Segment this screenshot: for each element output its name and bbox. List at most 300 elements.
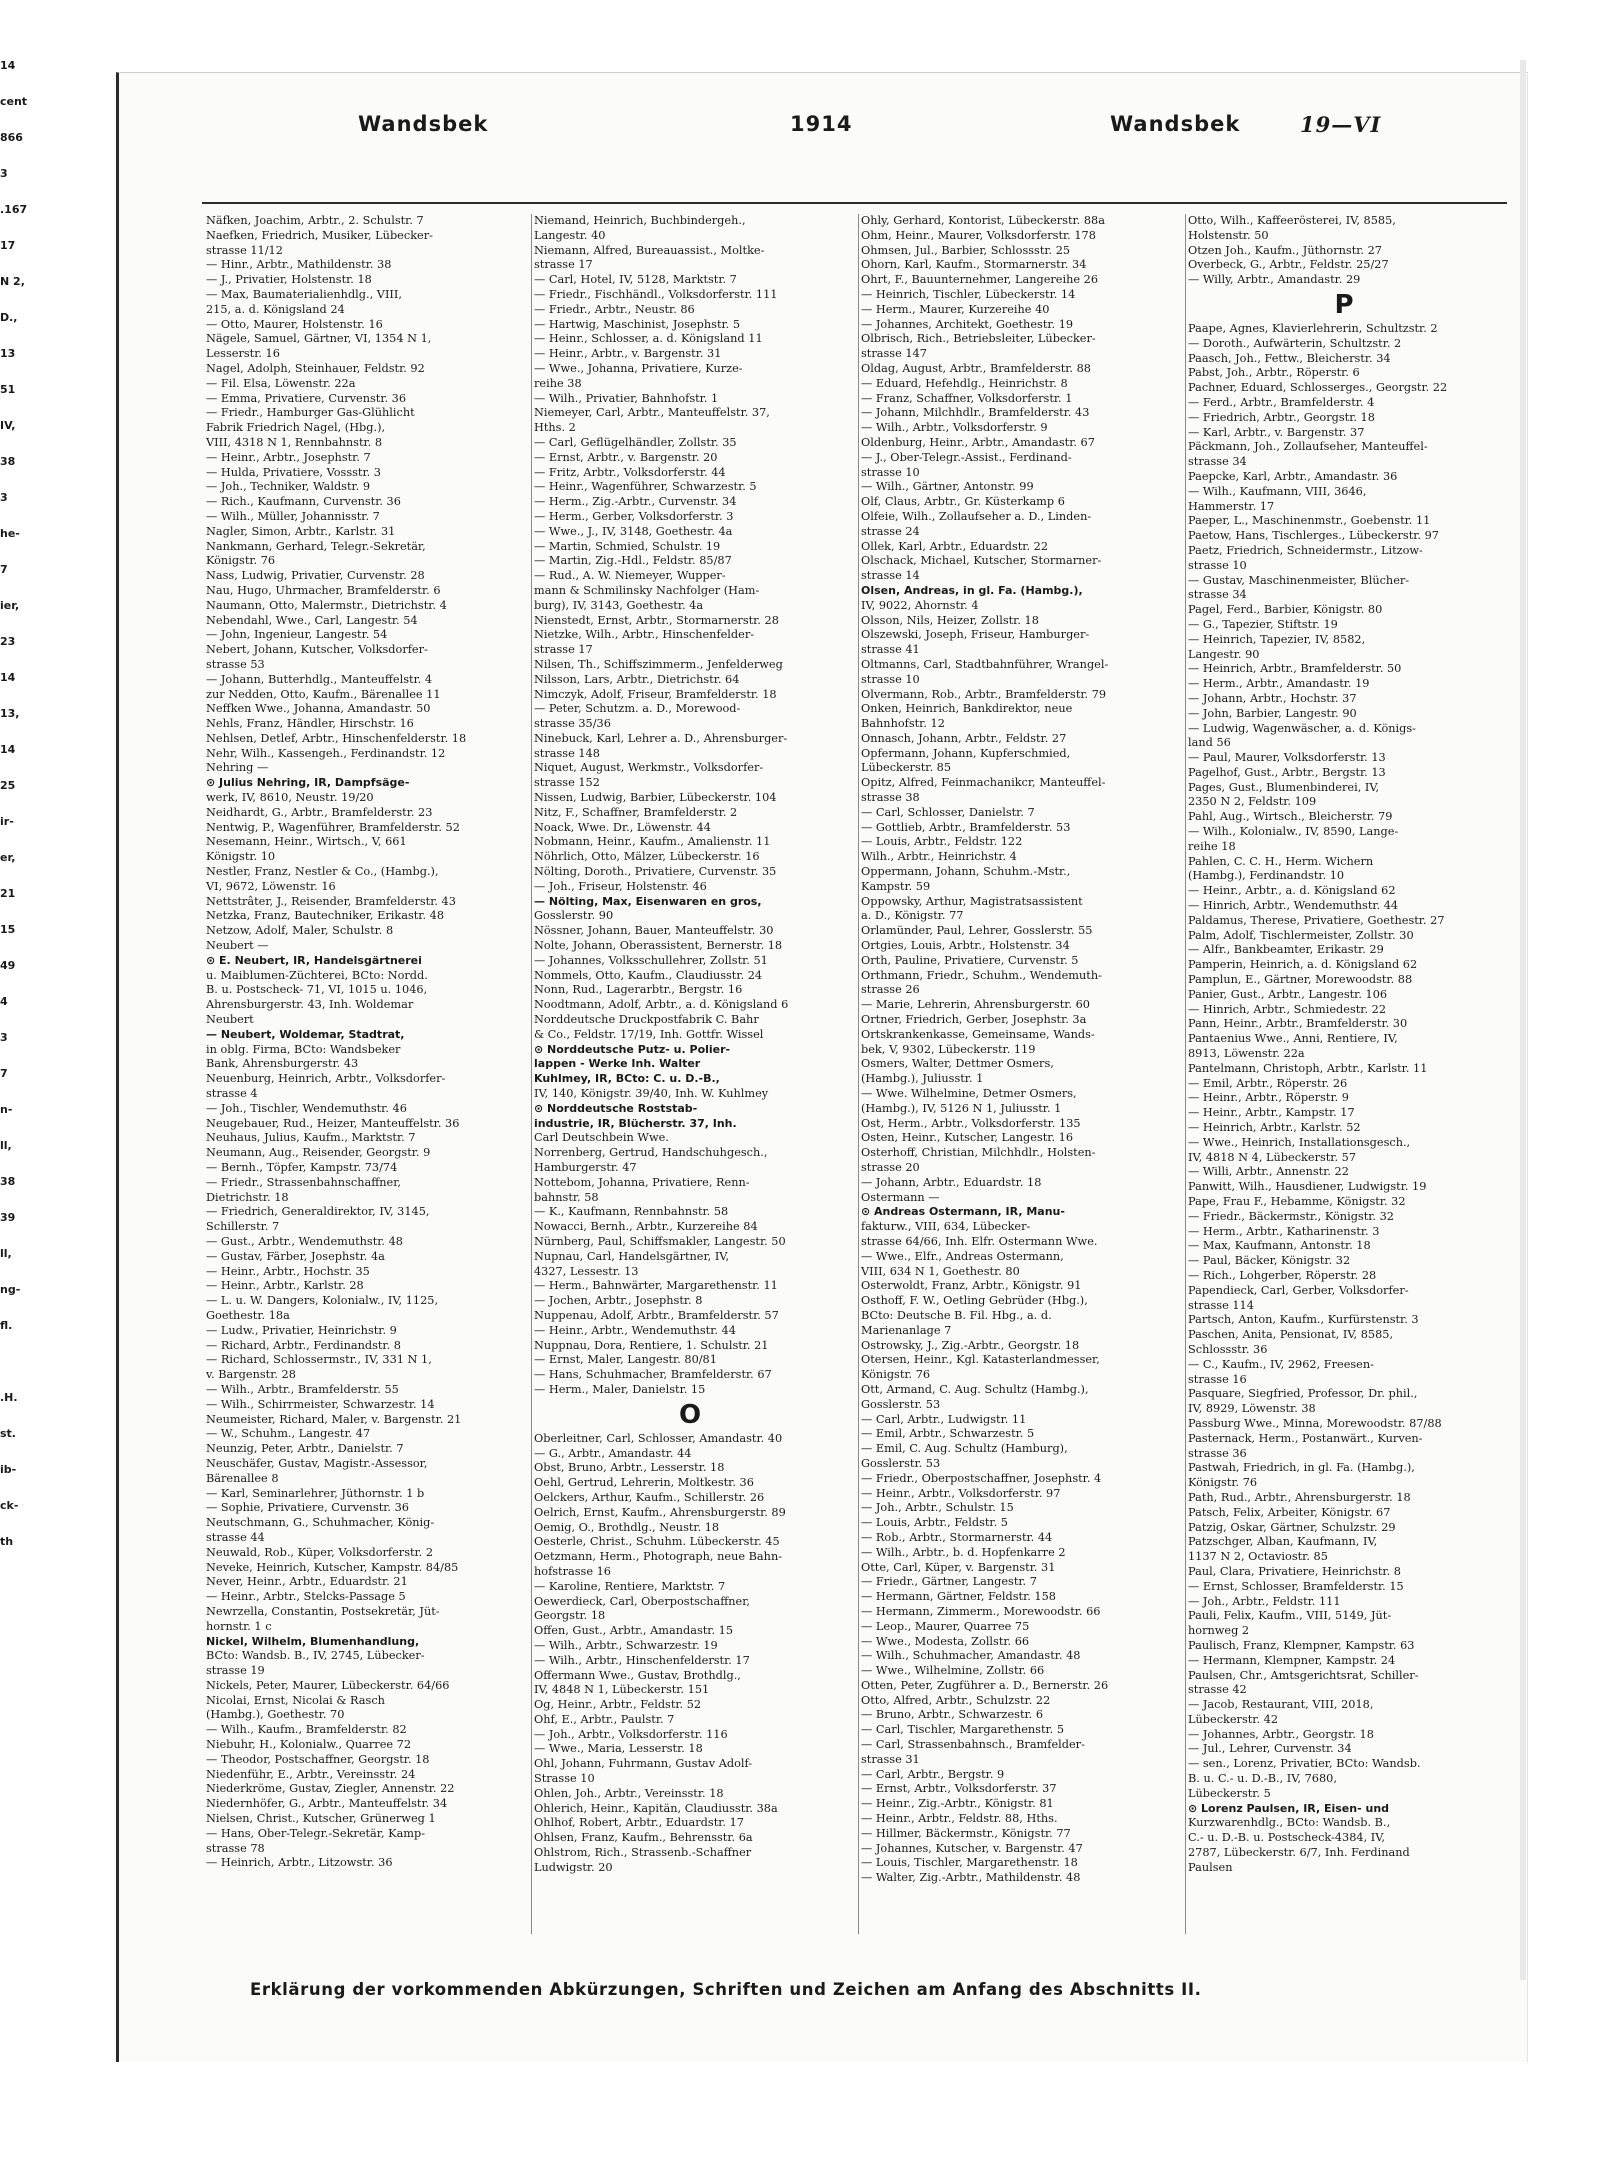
directory-entry: Niemeyer, Carl, Arbtr., Manteuffelstr. 37, [534,406,770,420]
directory-entry: — Wilh., Arbtr., Volksdorferstr. 9 [861,421,1048,435]
directory-entry: Ost, Herm., Arbtr., Volksdorferstr. 135 [861,1116,1081,1130]
strip-fragment: 14 [0,671,16,684]
directory-entry: — Hulda, Privatiere, Vossstr. 3 [206,465,381,479]
directory-entry: — Sophie, Privatiere, Curvenstr. 36 [206,1501,409,1515]
strip-fragment: n- [0,1103,13,1116]
directory-entry: — W., Schuhm., Langestr. 47 [206,1427,371,1441]
directory-entry: Pamperin, Heinrich, a. d. Königsland 62 [1188,958,1418,972]
directory-entry: Patsch, Felix, Arbeiter, Königstr. 67 [1188,1505,1391,1519]
directory-entry: — Otto, Maurer, Holstenstr. 16 [206,317,383,331]
directory-entry: Nupnau, Carl, Handelsgärtner, IV, [534,1249,730,1263]
directory-entry: Neidhardt, G., Arbtr., Bramfelderstr. 23 [206,805,433,819]
directory-entry: — Hinrich, Arbtr., Schmiedestr. 22 [1188,1002,1387,1016]
directory-entry: Nagler, Simon, Arbtr., Karlstr. 31 [206,524,396,538]
directory-entry: — Friedrich, Arbtr., Georgstr. 18 [1188,410,1375,424]
directory-entry: — Joh., Tischler, Wendemuthstr. 46 [206,1101,407,1115]
directory-entry: — Ernst, Arbtr., v. Bargenstr. 20 [534,450,718,464]
directory-entry: — sen., Lorenz, Privatier, BCto: Wandsb. [1188,1757,1421,1771]
directory-entry: — Herm., Arbtr., Amandastr. 19 [1188,677,1370,691]
directory-entry: strasse 10 [1188,558,1247,572]
directory-entry: — Friedr., Strassenbahnschaffner, [206,1175,401,1189]
directory-entry: — Wilh., Kaufmann, VIII, 3646, [1188,484,1367,498]
directory-entry: — Wilh., Kolonialw., IV, 8590, Lange- [1188,825,1399,839]
directory-entry: — G., Tapezier, Stiftstr. 19 [1188,617,1338,631]
directory-entry: — Louis, Arbtr., Feldstr. 122 [861,835,1023,849]
directory-entry: Nienstedt, Ernst, Arbtr., Stormarnerstr. 28 [534,613,779,627]
directory-entry: — Heinr., Arbtr., Feldstr. 88, Hths. [861,1812,1058,1826]
strip-fragment: .167 [0,203,28,216]
directory-entry: Nietzke, Wilh., Arbtr., Hinschenfelder- [534,628,755,642]
directory-entry: Ohmsen, Jul., Barbier, Schlossstr. 25 [861,243,1071,257]
strip-fragment: ll, [0,1247,12,1260]
directory-entry: — Eduard, Hefehdlg., Heinrichstr. 8 [861,376,1068,390]
directory-entry: Niquet, August, Werkmstr., Volksdorfer- [534,761,764,775]
directory-entry: — Wwe. Wilhelmine, Detmer Osmers, [861,1087,1077,1101]
directory-entry: Partsch, Anton, Kaufm., Kurfürstenstr. 3 [1188,1313,1419,1327]
directory-entry: (Hambg.), Ferdinandstr. 10 [1188,869,1345,883]
directory-entry: strasse 26 [861,983,920,997]
directory-entry: strasse 16 [1188,1372,1247,1386]
directory-entry: Fabrik Friedrich Nagel, (Hbg.), [206,421,386,435]
directory-entry: Nolte, Johann, Oberassistent, Bernerstr. 18 [534,939,783,953]
directory-entry: strasse 147 [861,347,927,361]
directory-entry: — Wwe., Heinrich, Installationsgesch., [1188,1135,1411,1149]
directory-entry: Nölting, Doroth., Privatiere, Curvenstr. 35 [534,865,777,879]
directory-entry: Gosslerstr. 53 [861,1456,941,1470]
strip-fragment: ng- [0,1283,21,1296]
directory-entry: Oetzmann, Herm., Photograph, neue Bahn- [534,1550,783,1564]
directory-entry: Nebert, Johann, Kutscher, Volksdorfer- [206,643,428,657]
directory-entry: Ohlerich, Heinr., Kapitän, Claudiusstr. 38a [534,1801,778,1815]
directory-entry: Osterhoff, Christian, Milchhdlr., Holsten- [861,1146,1096,1160]
directory-entry: Oldag, August, Arbtr., Bramfelderstr. 88 [861,361,1091,375]
directory-entry: 215, a. d. Königsland 24 [206,302,345,316]
strip-fragment: 17 [0,239,16,252]
directory-entry: Path, Rud., Arbtr., Ahrensburgerstr. 18 [1188,1490,1411,1504]
directory-entry: Pastwah, Friedrich, in gl. Fa. (Hambg.), [1188,1461,1415,1475]
directory-entry: Nowacci, Bernh., Arbtr., Kurzereihe 84 [534,1220,758,1234]
directory-entry: Nehr, Wilh., Kassengeh., Ferdinandstr. 12 [206,746,446,760]
directory-entry: — Gust., Arbtr., Wendemuthstr. 48 [206,1234,403,1248]
directory-entry: lappen - Werke Inh. Walter [534,1057,701,1071]
directory-entry: — G., Arbtr., Amandastr. 44 [534,1446,692,1460]
directory-entry: — Herm., Gerber, Volksdorferstr. 3 [534,509,734,523]
directory-entry: Olszewski, Joseph, Friseur, Hamburger- [861,628,1090,642]
directory-entry: Nissen, Ludwig, Barbier, Lübeckerstr. 104 [534,791,777,805]
directory-entry: ⊙ Julius Nehring, IR, Dampfsäge- [206,776,410,790]
directory-entry: — Ernst, Arbtr., Volksdorferstr. 37 [861,1782,1057,1796]
directory-entry: Nehring — [206,761,269,775]
directory-entry: Paepcke, Karl, Arbtr., Amandastr. 36 [1188,469,1398,483]
directory-entry: Nuppnau, Dora, Rentiere, 1. Schulstr. 21 [534,1338,769,1352]
directory-entry: strasse 19 [206,1664,265,1678]
directory-entry: — Heinrich, Arbtr., Karlstr. 52 [1188,1121,1361,1135]
directory-entry: — Leop., Maurer, Quarree 75 [861,1619,1030,1633]
directory-entry: Oehl, Gertrud, Lehrerin, Moltkestr. 36 [534,1476,754,1490]
directory-entry: — Wilh., Schirrmeister, Schwarzestr. 14 [206,1397,435,1411]
directory-entry: Nürnberg, Paul, Schiffsmakler, Langestr. 50 [534,1234,786,1248]
directory-entry: Lesserstr. 16 [206,347,280,361]
directory-entry: Neubert [206,1013,254,1027]
directory-entry: strasse 10 [861,465,920,479]
directory-entry: Paasch, Joh., Fettw., Bleicherstr. 34 [1188,351,1391,365]
directory-entry: Schillerstr. 7 [206,1220,280,1234]
directory-entry: Bahnhofstr. 12 [861,717,945,731]
directory-entry: Ohf, E., Arbtr., Paulstr. 7 [534,1712,675,1726]
directory-entry: ⊙ Lorenz Paulsen, IR, Eisen- und [1188,1801,1390,1815]
directory-entry: Nankmann, Gerhard, Telegr.-Sekretär, [206,539,426,553]
directory-entry: Pamplun, E., Gärtner, Morewoodstr. 88 [1188,973,1413,987]
directory-entry: Olbrisch, Rich., Betriebsleiter, Lübecker- [861,332,1096,346]
page-footer: Erklärung der vorkommenden Abkürzungen, Schriften und Zeichen am Anfang des Abschnitts II. [250,1980,1202,1999]
directory-entry: — Heinrich, Arbtr., Litzowstr. 36 [206,1856,393,1870]
directory-entry: — Paul, Bäcker, Königstr. 32 [1188,1254,1351,1268]
directory-entry: — Wilh., Arbtr., b. d. Hopfenkarre 2 [861,1545,1066,1559]
directory-entry: strasse 53 [206,657,265,671]
strip-fragment: 21 [0,887,16,900]
directory-entry: — Heinr., Arbtr., Volksdorferstr. 97 [861,1486,1061,1500]
directory-entry: — Jul., Lehrer, Curvenstr. 34 [1188,1742,1352,1756]
directory-entry: — Hermann, Zimmerm., Morewoodstr. 66 [861,1604,1101,1618]
directory-entry: — Richard, Schlossermstr., IV, 331 N 1, [206,1353,432,1367]
directory-entry: IV, 140, Königstr. 39/40, Inh. W. Kuhlmey [534,1087,769,1101]
directory-entry: bek, V, 9302, Lübeckerstr. 119 [861,1042,1036,1056]
directory-entry: Ohrt, F., Bauunternehmer, Langereihe 26 [861,273,1099,287]
strip-fragment: 39 [0,1211,16,1224]
directory-entry: strasse 152 [534,776,600,790]
strip-fragment: 3 [0,491,8,504]
directory-entry: — Paul, Maurer, Volksdorferstr. 13 [1188,751,1386,765]
directory-entry: — Martin, Schmied, Schulstr. 19 [534,539,721,553]
directory-entry: — Theodor, Postschaffner, Georgstr. 18 [206,1752,430,1766]
directory-entry: Lübeckerstr. 85 [861,761,952,775]
directory-entry: Otzen Joh., Kaufm., Jüthornstr. 27 [1188,243,1382,257]
directory-entry: Nössner, Johann, Bauer, Manteuffelstr. 30 [534,924,774,938]
directory-entry: Nonn, Rud., Lagerarbtr., Bergstr. 16 [534,983,743,997]
directory-entry: — Heinr., Arbtr., Wendemuthstr. 44 [534,1323,736,1337]
strip-fragment: th [0,1535,14,1548]
directory-entry: Newrzella, Constantin, Postsekretär, Jüt- [206,1604,440,1618]
directory-entry: Holstenstr. 50 [1188,228,1269,242]
directory-entry: — Johannes, Volksschullehrer, Zollstr. 51 [534,953,768,967]
directory-entry: a. D., Königstr. 77 [861,909,964,923]
directory-entry: Nöhrlich, Otto, Mälzer, Lübeckerstr. 16 [534,850,760,864]
directory-entry: — Richard, Arbtr., Ferdinandstr. 8 [206,1338,401,1352]
directory-entry: Nass, Ludwig, Privatier, Curvenstr. 28 [206,569,425,583]
directory-entry: — Gustav, Färber, Josephstr. 4a [206,1249,385,1263]
directory-entry: — Johann, Arbtr., Eduardstr. 18 [861,1175,1042,1189]
directory-entry: strasse 17 [534,643,593,657]
directory-entry: Oppermann, Johann, Schuhm.-Mstr., [861,865,1071,879]
directory-entry: mann & Schmilinsky Nachfolger (Ham- [534,583,760,597]
directory-entry: & Co., Feldstr. 17/19, Inh. Gottfr. Wissel [534,1027,764,1041]
directory-entry: Opfermann, Johann, Kupferschmied, [861,746,1071,760]
directory-entry: strasse 4 [206,1087,258,1101]
directory-entry: — Jochen, Arbtr., Josephstr. 8 [534,1294,703,1308]
strip-fragment: IV, [0,419,16,432]
directory-entry: — Rob., Arbtr., Stormarnerstr. 44 [861,1530,1053,1544]
directory-entry: Panier, Gust., Arbtr., Langestr. 106 [1188,987,1388,1001]
directory-entry: — Rich., Lohgerber, Röperstr. 28 [1188,1268,1377,1282]
directory-entry: — Friedr., Fischhändl., Volksdorferstr. 111 [534,287,778,301]
directory-entry: strasse 31 [861,1752,920,1766]
directory-entry: 4327, Lessestr. 13 [534,1264,639,1278]
directory-entry: — Ferd., Arbtr., Bramfelderstr. 4 [1188,395,1375,409]
directory-entry: Neuenburg, Heinrich, Arbtr., Volksdorfer- [206,1072,446,1086]
directory-entry: — Wilh., Arbtr., Schwarzestr. 19 [534,1638,718,1652]
directory-entry: reihe 38 [534,376,582,390]
directory-entry: — Jacob, Restaurant, VIII, 2018, [1188,1698,1374,1712]
directory-entry: — Friedr., Bäckermstr., Königstr. 32 [1188,1209,1394,1223]
strip-fragment: 4 [0,995,8,1008]
directory-entry: Ohlsen, Franz, Kaufm., Behrensstr. 6a [534,1831,753,1845]
directory-entry: 8913, Löwenstr. 22a [1188,1047,1305,1061]
directory-entry: Neugebauer, Rud., Heizer, Manteuffelstr. 36 [206,1116,460,1130]
directory-entry: — Karl, Seminarlehrer, Jüthornstr. 1 b [206,1486,425,1500]
strip-fragment: 13, [0,707,20,720]
directory-entry: Nesemann, Heinr., Wirtsch., V, 661 [206,835,407,849]
directory-entry: — Max, Kaufmann, Antonstr. 18 [1188,1239,1371,1253]
directory-entry: Gosslerstr. 53 [861,1397,941,1411]
directory-entry: Kuhlmey, IR, BCto: C. u. D.-B., [534,1072,720,1086]
directory-entry: Neumann, Aug., Reisender, Georgstr. 9 [206,1146,431,1160]
directory-entry: IV, 9022, Ahornstr. 4 [861,598,979,612]
directory-entry: — Gustav, Maschinenmeister, Blücher- [1188,573,1410,587]
directory-entry: Ahrensburgerstr. 43, Inh. Woldemar [206,998,414,1012]
directory-entry: Nestler, Franz, Nestler & Co., (Hambg.), [206,865,439,879]
strip-fragment: ck- [0,1499,19,1512]
directory-entry: Olf, Claus, Arbtr., Gr. Küsterkamp 6 [861,495,1065,509]
directory-entry: — Heinr., Schlosser, a. d. Königsland 11 [534,332,763,346]
directory-entry: Oewerdieck, Carl, Oberpostschaffner, [534,1594,750,1608]
directory-entry: — Martin, Zig.-Hdl., Feldstr. 85/87 [534,554,732,568]
directory-entry: Lübeckerstr. 5 [1188,1786,1271,1800]
directory-entry: hornstr. 1 c [206,1619,272,1633]
directory-entry: Paldamus, Therese, Privatiere, Goethestr. 27 [1188,913,1445,927]
directory-entry: industrie, IR, Blücherstr. 37, Inh. [534,1116,737,1130]
strip-fragment: 7 [0,1067,8,1080]
directory-entry: — Herm., Maler, Danielstr. 15 [534,1382,706,1396]
directory-entry: Niedernhöfer, G., Arbtr., Manteuffelstr. 34 [206,1797,448,1811]
directory-entry: Hamburgerstr. 47 [534,1161,637,1174]
directory-entry: Königstr. 76 [206,554,276,568]
directory-entry: Otten, Peter, Zugführer a. D., Bernerstr. 26 [861,1678,1109,1692]
directory-entry: Offen, Gust., Arbtr., Amandastr. 15 [534,1624,734,1638]
directory-entry: — Carl, Schlosser, Danielstr. 7 [861,805,1035,819]
directory-entry: — Johann, Arbtr., Hochstr. 37 [1188,691,1357,705]
strip-fragment: 7 [0,563,8,576]
directory-entry: Ninebuck, Karl, Lehrer a. D., Ahrensburger- [534,731,788,745]
directory-entry: Oberleitner, Carl, Schlosser, Amandastr. 40 [534,1431,783,1445]
directory-entry: Ludwigstr. 20 [534,1860,613,1874]
directory-entry: strasse 10 [861,672,920,686]
directory-entry: Kampstr. 59 [861,879,931,893]
section-letter: O [678,1399,702,1430]
directory-entry: Palm, Adolf, Tischlermeister, Zollstr. 30 [1188,928,1414,942]
directory-entry: — Carl, Geflügelhändler, Zollstr. 35 [534,435,737,449]
directory-entry: strasse 42 [1188,1683,1247,1697]
directory-entry: — C., Kaufm., IV, 2962, Freesen- [1188,1357,1374,1371]
directory-entry: Pape, Frau F., Hebamme, Königstr. 32 [1188,1195,1406,1208]
directory-entry: Olsen, Andreas, in gl. Fa. (Hambg.), [861,583,1083,597]
directory-entry: — Wilh., Kaufm., Bramfelderstr. 82 [206,1723,407,1737]
directory-entry: Oppowsky, Arthur, Magistratsassistent [861,894,1083,908]
directory-entry: Wilh., Arbtr., Heinrichstr. 4 [861,850,1017,864]
directory-entry: Neffken Wwe., Johanna, Amandastr. 50 [206,702,431,716]
directory-entry: Ohlhof, Robert, Arbtr., Eduardstr. 17 [534,1816,744,1830]
directory-entry: zur Nedden, Otto, Kaufm., Bärenallee 11 [206,687,441,701]
directory-entry: — Bruno, Arbtr., Schwarzestr. 6 [861,1708,1044,1722]
directory-entry: Nommels, Otto, Kaufm., Claudiusstr. 24 [534,968,763,982]
section-letter: P [1334,289,1354,320]
directory-entry: — Heinr., Arbtr., a. d. Königsland 62 [1188,884,1396,898]
directory-entry: — Friedr., Oberpostschaffner, Josephstr. 4 [861,1471,1102,1485]
directory-entry: strasse 41 [861,643,920,657]
directory-entry: Never, Heinr., Arbtr., Eduardstr. 21 [206,1575,408,1589]
directory-entry: strasse 14 [861,569,920,583]
directory-entry: Pasquare, Siegfried, Professor, Dr. phil., [1188,1387,1418,1401]
directory-entry: Onken, Heinrich, Bankdirektor, neue [861,702,1073,716]
directory-entry: Osterwoldt, Franz, Arbtr., Königstr. 91 [861,1279,1082,1293]
directory-entry: — Johannes, Arbtr., Georgstr. 18 [1188,1727,1374,1741]
directory-entry: Nentwig, P., Wagenführer, Bramfelderstr. 52 [206,820,460,834]
directory-entry: Hths. 2 [534,421,576,435]
directory-entry: Pachner, Eduard, Schlosserges., Georgstr. 22 [1188,381,1448,395]
directory-entry: — Hinr., Arbtr., Mathildenstr. 38 [206,258,392,272]
directory-entry: strasse 64/66, Inh. Elfr. Ostermann Wwe. [861,1234,1098,1248]
directory-entry: Naumann, Otto, Malermstr., Dietrichstr. 4 [206,598,447,612]
directory-entry: Ortskrankenkasse, Gemeinsame, Wands- [861,1027,1095,1041]
directory-entry: — Hinrich, Arbtr., Wendemuthstr. 44 [1188,899,1399,913]
directory-entry: Langestr. 90 [1188,647,1260,661]
directory-entry: — Heinr., Wagenführer, Schwarzestr. 5 [534,480,757,494]
directory-entry: strasse 44 [206,1530,265,1544]
directory-entry: BCto: Deutsche B. Fil. Hbg., a. d. [861,1308,1052,1322]
strip-fragment: N 2, [0,275,25,288]
directory-entry: Pauli, Felix, Kaufm., VIII, 5149, Jüt- [1188,1609,1392,1623]
directory-entry: Pages, Gust., Blumenbinderei, IV, [1188,780,1380,794]
directory-entry: Ostermann — [861,1190,940,1204]
directory-entry: Nagel, Adolph, Steinhauer, Feldstr. 92 [206,361,425,375]
strip-fragment: 38 [0,455,16,468]
directory-entry: — Heinr., Arbtr., Stelcks-Passage 5 [206,1590,406,1604]
directory-entry: Oesterle, Christ., Schuhm. Lübeckerstr. 45 [534,1535,780,1549]
directory-entry: Panwitt, Wilh., Hausdiener, Ludwigstr. 19 [1188,1180,1427,1194]
directory-entry: — Heinr., Arbtr., Hochstr. 35 [206,1264,370,1278]
directory-entry: strasse 24 [861,524,920,538]
directory-entry: Ott, Armand, C. Aug. Schultz (Hambg.), [861,1382,1089,1396]
directory-entry: Pabst, Joh., Arbtr., Röperstr. 6 [1188,366,1360,380]
directory-entry: — Peter, Schutzm. a. D., Morewood- [534,702,741,716]
directory-entry: — Wwe., Wilhelmine, Zollstr. 66 [861,1664,1045,1678]
directory-entry: strasse 17 [534,258,593,272]
strip-fragment: 3 [0,1031,8,1044]
directory-entry: BCto: Wandsb. B., IV, 2745, Lübecker- [206,1649,425,1663]
directory-entry: Paulsen [1188,1860,1233,1874]
directory-entry: Nuppenau, Adolf, Arbtr., Bramfelderstr. 57 [534,1308,779,1322]
directory-entry: Nobmann, Heinr., Kaufm., Amalienstr. 11 [534,835,771,849]
header-left: Wandsbek [358,112,489,136]
directory-entry: Obst, Bruno, Arbtr., Lesserstr. 18 [534,1461,725,1475]
directory-entry: ⊙ Andreas Ostermann, IR, Manu- [861,1205,1065,1219]
strip-fragment: 14 [0,743,16,756]
directory-entry: Otto, Alfred, Arbtr., Schulzstr. 22 [861,1693,1051,1707]
directory-entry: — Louis, Arbtr., Feldstr. 5 [861,1516,1008,1530]
directory-entry: — Hartwig, Maschinist, Josephstr. 5 [534,317,741,331]
directory-entry: Ohlstrom, Rich., Strassenb.-Schaffner [534,1846,752,1860]
column-1 [204,214,518,1934]
directory-entry: Nehls, Franz, Händler, Hirschstr. 16 [206,717,414,731]
directory-entry: — Nölting, Max, Eisenwaren en gros, [534,894,762,908]
header-year: 1914 [790,112,853,136]
directory-entry: Näfken, Joachim, Arbtr., 2. Schulstr. 7 [206,214,424,227]
directory-entry: — Wilh., Arbtr., Hinschenfelderstr. 17 [534,1653,750,1667]
directory-entry: Königstr. 76 [1188,1476,1258,1490]
directory-entry: Orlamünder, Paul, Lehrer, Gosslerstr. 55 [861,924,1093,938]
directory-entry: strasse 11/12 [206,243,283,257]
column-3 [858,214,1173,1934]
directory-entry: Osthoff, F. W., Oetling Gebrüder (Hbg.), [861,1294,1088,1308]
directory-entry: — J., Ober-Telegr.-Assist., Ferdinand- [861,450,1072,464]
directory-entry: Nielsen, Christ., Kutscher, Grünerweg 1 [206,1812,436,1826]
directory-entry: burg), IV, 3143, Goethestr. 4a [534,598,704,612]
directory-entry: — Fritz, Arbtr., Volksdorferstr. 44 [534,465,726,479]
column-4 [1185,214,1500,1934]
directory-entry: — Wwe., J., IV, 3148, Goethestr. 4a [534,524,733,538]
directory-entry: — Joh., Arbtr., Schulstr. 15 [861,1501,1014,1515]
strip-fragment: st. [0,1427,16,1440]
directory-entry: Naefken, Friedrich, Musiker, Lübecker- [206,228,433,242]
directory-entry: — Carl, Tischler, Margarethenstr. 5 [861,1723,1065,1737]
directory-entry: Päckmann, Joh., Zollaufseher, Manteuffel- [1188,440,1428,454]
directory-entry: — Ernst, Maler, Langestr. 80/81 [534,1353,717,1367]
directory-entry: Ohl, Johann, Fuhrmann, Gustav Adolf- [534,1757,753,1771]
directory-entry: Olfeie, Wilh., Zollaufseher a. D., Linden- [861,509,1092,523]
directory-entry: Noack, Wwe. Dr., Löwenstr. 44 [534,820,711,834]
directory-entry: — J., Privatier, Holstenstr. 18 [206,273,372,287]
directory-entry: — Heinr., Arbtr., Josephstr. 7 [206,450,371,464]
directory-entry: — Johann, Butterhdlg., Manteuffelstr. 4 [206,672,433,686]
directory-entry: strasse 34 [1188,455,1247,469]
directory-entry: — Herm., Bahnwärter, Margarethenstr. 11 [534,1279,778,1293]
directory-entry: Neutschmann, G., Schuhmacher, König- [206,1516,435,1530]
directory-entry: Nehlsen, Detlef, Arbtr., Hinschenfelderstr. 18 [206,731,467,745]
directory-entry: — Herm., Zig.-Arbtr., Curvenstr. 34 [534,495,737,509]
directory-entry: — Joh., Arbtr., Feldstr. 111 [1188,1594,1341,1608]
directory-entry: Og, Heinr., Arbtr., Feldstr. 52 [534,1698,702,1712]
strip-fragment: 3 [0,167,8,180]
strip-fragment: ir- [0,815,14,828]
strip-fragment: ib- [0,1463,17,1476]
directory-entry: (Hambg.), Goethestr. 70 [206,1708,345,1722]
directory-entry: — Carl, Strassenbahnsch., Bramfelder- [861,1738,1085,1752]
directory-entry: Pahl, Aug., Wirtsch., Bleicherstr. 79 [1188,810,1393,824]
directory-entry: Onnasch, Johann, Arbtr., Feldstr. 27 [861,731,1067,745]
directory-entry: — Ernst, Schlosser, Bramfelderstr. 15 [1188,1579,1404,1593]
column-2 [531,214,846,1934]
strip-fragment: er, [0,851,16,864]
directory-entry: strasse 38 [861,791,920,805]
directory-entry: — Rud., A. W. Niemeyer, Wupper- [534,569,726,583]
directory-entry: Nilsen, Th., Schiffszimmerm., Jenfelderweg [534,657,783,671]
directory-entry: Neunzig, Peter, Arbtr., Danielstr. 7 [206,1442,404,1456]
directory-entry: Marienanlage 7 [861,1323,952,1337]
directory-entry: Ostrowsky, J., Zig.-Arbtr., Georgstr. 18 [861,1338,1080,1352]
directory-entry: — Marie, Lehrerin, Ahrensburgerstr. 60 [861,998,1090,1012]
directory-entry: Nettstrâter, J., Reisender, Bramfelderstr. 43 [206,894,456,908]
directory-entry: — Johann, Milchhdlr., Bramfelderstr. 43 [861,406,1090,420]
directory-entry: Goethestr. 18a [206,1308,290,1322]
